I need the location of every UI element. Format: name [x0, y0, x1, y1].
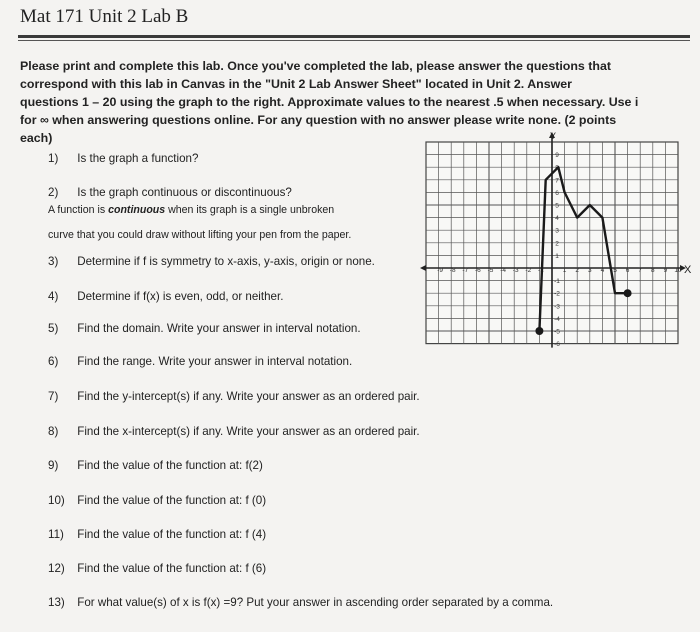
x-tick-label: 8	[650, 267, 655, 274]
x-tick-label: -6	[475, 267, 481, 274]
question-text: Find the value of the function at: f(2)	[77, 459, 263, 472]
y-tick-label: 1	[555, 252, 559, 260]
question-number: 10)	[48, 494, 65, 507]
question-number: 7)	[48, 390, 59, 403]
x-tick-label: 3	[587, 267, 592, 274]
y-tick-label: 4	[555, 215, 559, 223]
instructions-line: correspond with this lab in Canvas in the "Unit 2 Lab Answer Sheet" located in Unit 2. Answer	[20, 77, 572, 91]
left-endpoint-dot	[535, 327, 543, 335]
x-axis-arrow-left	[420, 265, 426, 271]
question-11	[48, 528, 266, 541]
x-tick-label: 4	[600, 267, 605, 274]
x-tick-label: -1	[538, 267, 544, 274]
x-tick-label: 6	[625, 267, 630, 274]
question-text: For what value(s) of x is f(x) =9? Put your answer in ascending order separated by a comma.	[77, 596, 554, 609]
question-2	[48, 186, 292, 199]
question-8	[48, 425, 420, 438]
question-1	[48, 152, 198, 165]
x-tick-label: -3	[512, 267, 519, 274]
function-graph	[418, 130, 698, 350]
question-9	[48, 459, 263, 472]
question-number: 1)	[48, 152, 59, 165]
question-text: Find the value of the function at: f (0)	[77, 494, 267, 507]
question-number: 11)	[48, 528, 64, 541]
x-tick-label: 2	[575, 267, 580, 274]
question-6	[48, 355, 352, 368]
y-tick-label: 7	[555, 177, 559, 185]
x-tick-label: 7	[638, 267, 643, 274]
question-text: Determine if f(x) is even, odd, or neither.	[77, 290, 284, 303]
y-tick-label: 2	[555, 240, 559, 248]
y-tick-label: -3	[554, 303, 560, 311]
page-title: Mat 171 Unit 2 Lab B	[20, 6, 189, 27]
continuity-note-prefix: A function is	[48, 204, 109, 216]
instructions-line: each)	[20, 131, 53, 145]
question-text: Find the domain. Write your answer in interval notation.	[77, 322, 361, 335]
y-tick-label: 6	[555, 189, 559, 197]
question-text: Find the value of the function at: f (4)	[77, 528, 267, 541]
question-number: 6)	[48, 355, 59, 368]
continuity-term: continuous	[108, 204, 166, 216]
continuity-note-suffix: when its graph is a single unbroken	[165, 204, 335, 216]
question-text: Is the graph continuous or discontinuous?	[77, 186, 292, 199]
x-tick-label: 10	[674, 267, 682, 274]
y-axis-label: Y	[550, 131, 557, 141]
title-rule	[18, 35, 690, 38]
y-tick-label: -1	[554, 278, 560, 286]
question-number: 2)	[48, 186, 59, 199]
question-number: 13)	[48, 596, 65, 609]
x-tick-label: -8	[449, 267, 456, 274]
question-number: 4)	[48, 290, 59, 303]
y-tick-label: -4	[554, 315, 560, 323]
x-tick-label: -2	[525, 267, 532, 274]
question-10	[48, 494, 266, 507]
question-text: Find the value of the function at: f (6)	[77, 562, 267, 575]
question-3	[48, 255, 375, 268]
y-tick-label: 5	[555, 202, 559, 210]
y-tick-label: 3	[555, 227, 559, 235]
question-13	[48, 596, 553, 609]
question-text: Find the x-intercept(s) if any. Write your answer as an ordered pair.	[77, 425, 420, 438]
instructions-line: Please print and complete this lab. Once you've completed the lab, please answer the questions that	[20, 59, 611, 73]
x-axis-label: X	[684, 264, 692, 276]
x-tick-label: 1	[562, 267, 567, 274]
question-number: 8)	[48, 425, 59, 438]
y-tick-label: -6	[554, 341, 560, 349]
question-number: 5)	[48, 322, 59, 335]
x-tick-label: 9	[663, 267, 668, 274]
question-4	[48, 290, 283, 303]
instructions-line: questions 1 – 20 using the graph to the right. Approximate values to the nearest .5 when necessary. Use i	[20, 95, 639, 109]
x-tick-label: -7	[462, 267, 469, 274]
question-text: Determine if f is symmetry to x-axis, y-axis, origin or none.	[77, 255, 375, 268]
y-tick-label: -2	[554, 290, 560, 298]
x-tick-label: -5	[487, 267, 494, 274]
y-tick-label: -5	[554, 328, 560, 336]
question-number: 9)	[48, 459, 59, 472]
instructions-line: for ∞ when answering questions online. For any question with no answer please write none. (2 points	[20, 113, 617, 127]
question-text: Is the graph a function?	[77, 152, 199, 165]
question-text: Find the range. Write your answer in interval notation.	[77, 355, 353, 368]
x-tick-label: 5	[613, 267, 617, 274]
y-tick-label: 8	[555, 164, 559, 172]
y-tick-label: 9	[555, 152, 559, 160]
question-5	[48, 322, 361, 335]
right-endpoint-dot	[624, 289, 632, 297]
question-7	[48, 390, 420, 403]
continuity-note-line2: curve that you could draw without lifting your pen from the paper.	[48, 229, 352, 241]
title-rule-thin	[18, 40, 690, 41]
question-number: 3)	[48, 255, 59, 268]
question-12	[48, 562, 266, 575]
x-tick-label: -4	[500, 267, 506, 274]
x-tick-label: -9	[437, 267, 443, 274]
continuity-note-line1	[48, 204, 334, 216]
question-text: Find the y-intercept(s) if any. Write your answer as an ordered pair.	[77, 390, 420, 403]
question-number: 12)	[48, 562, 65, 575]
